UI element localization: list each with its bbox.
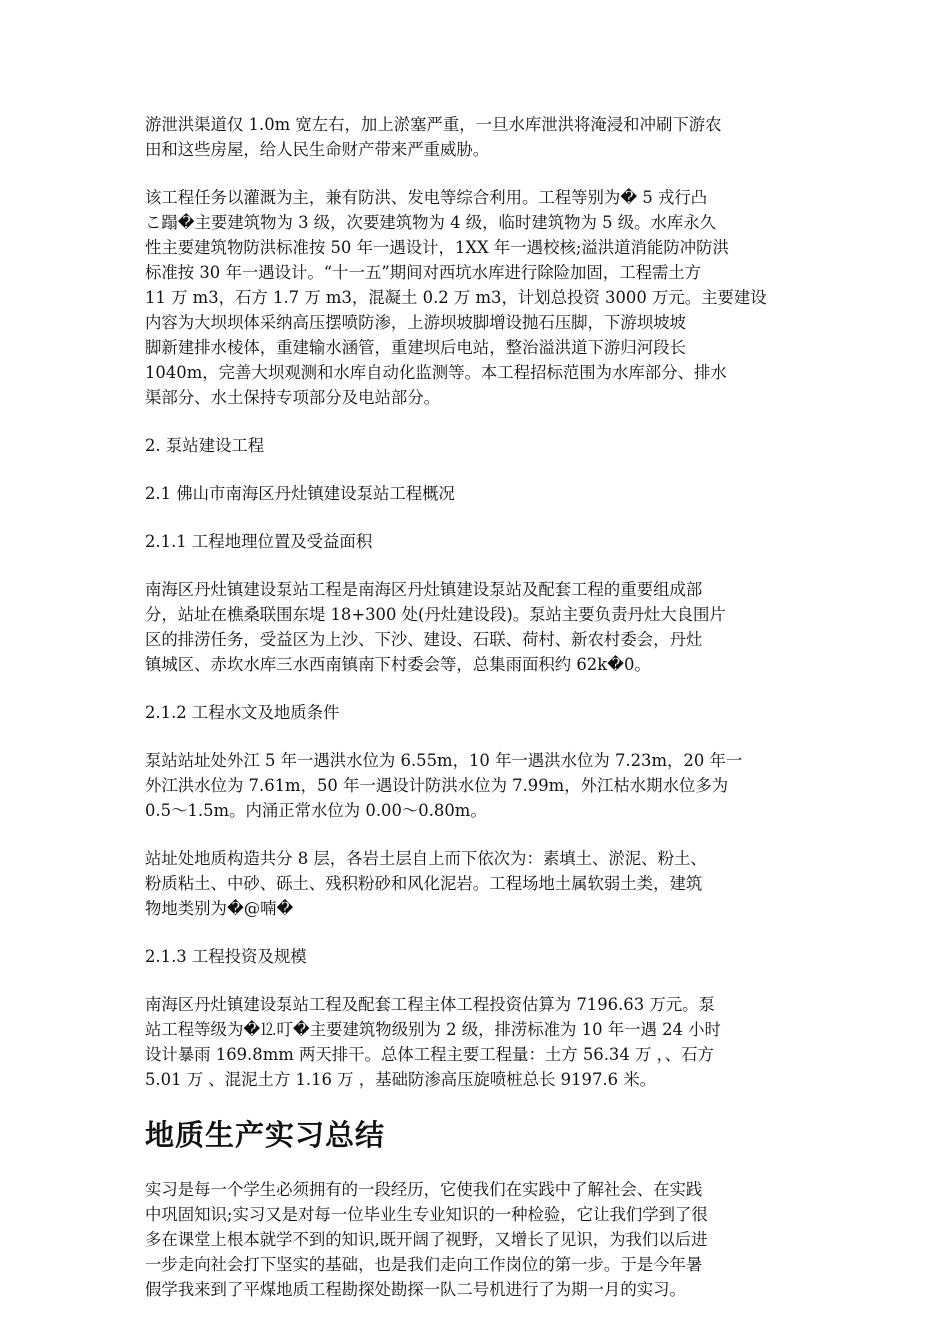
paragraph-water-levels: 泵站站址处外江 5 年一遇洪水位为 6.55m，10 年一遇洪水位为 7.23m，20 年一 外江洪水位为 7.61m，50 年一遇设计防洪水位为 7.99m，外江枯水期水位多为 0.5～1.5m。内涌正常水位为 0.00～0.80m。 [145, 751, 743, 820]
paragraph-location: 南海区丹灶镇建设泵站工程是南海区丹灶镇建设泵站及配套工程的重要组成部 分，站址在樵桑联围东堤 18+300 处(丹灶建设段)。泵站主要负责丹灶大良围片 区的排涝任务，受益区为上沙、下沙、建设、石联、荷村、新农村委会，丹灶 镇城区、赤坎水库三水西南镇南下村委会等，总集雨面积约 62k�0。 [145, 580, 726, 674]
subsection-heading-hydrology: 2.1.2 工程水文及地质条件 [145, 703, 340, 722]
subsection-heading-overview: 2.1 佛山市南海区丹灶镇建设泵站工程概况 [145, 484, 455, 503]
document-page [145, 112, 810, 1325]
paragraph-flood-channel: 游泄洪渠道仅 1.0m 宽左右，加上淤塞严重，一旦水库泄洪将淹浸和冲刷下游农 田和这些房屋，给人民生命财产带来严重威胁。 [145, 115, 722, 159]
section-heading-pump-station: 2. 泵站建设工程 [145, 436, 265, 455]
subsection-heading-investment: 2.1.3 工程投资及规模 [145, 947, 307, 966]
paragraph-project-tasks: 该工程任务以灌溉为主，兼有防洪、发电等综合利用。工程等别为� 5 戎行凸 こ蹋�主要建筑物为 3 级，次要建筑物为 4 级，临时建筑物为 5 级。水库永久 性主要建筑物防洪标准按 50 年一遇设计，1XX 年一遇校核;溢洪道消能防冲防洪 标准按 30 年一遇设计。“十一五”期间对西坑水库进行除险加固，工程需土方 11 万 m3，石方 1.7 万 m3，混凝土 0.2 万 m3，计划总投资 3000 万元。主要建设 内容为大坝坝体采纳高压摆喷防渗，上游坝坡脚增设抛石压脚，下游坝坡坡 脚新建排水棱体，重建输水涵管，重建坝后电站，整治溢洪道下游归河段长 1040m，完善大坝观测和水库自动化监测等。本工程招标范围为水库部分、排水 渠部分、水土保持专项部分及电站部分。 [145, 188, 767, 407]
paragraph-internship-intro: 实习是每一个学生必须拥有的一段经历，它使我们在实践中了解社会、在实践 中巩固知识;实习又是对每一位毕业生专业知识的一种检验，它让我们学到了很 多在课堂上根本就学不到的知识,既开阔了视野，又增长了见识，为我们以后进 一步走向社会打下坚实的基础，也是我们走向工作岗位的第一步。于是今年暑 假学我来到了平煤地质工程勘探处勘探一队二号机进行了为期一月的实习。 [145, 1180, 708, 1299]
paragraph-investment: 南海区丹灶镇建设泵站工程及配套工程主体工程投资估算为 7196.63 万元。泵 站工程等级为�⒓叮�主要建筑物级别为 2 级，排涝标准为 10 年一遇 24 小时 设计暴雨 169.8mm 两天排干。总体工程主要工程量：土方 56.34 万 ，、石方 5.01 万 、混泥土方 1.16 万 ，基础防渗高压旋喷桩总长 9197.6 米。 [145, 995, 721, 1089]
document-title: 地质生产实习总结 [145, 1118, 386, 1152]
paragraph-geology: 站址处地质构造共分 8 层，各岩土层自上而下依次为：素填土、淤泥、粉土、 粉质粘土、中砂、砾土、残积粉砂和风化泥岩。工程场地土属软弱土类，建筑 物地类别为�@喃� [145, 849, 707, 918]
subsection-heading-location: 2.1.1 工程地理位置及受益面积 [145, 532, 373, 551]
